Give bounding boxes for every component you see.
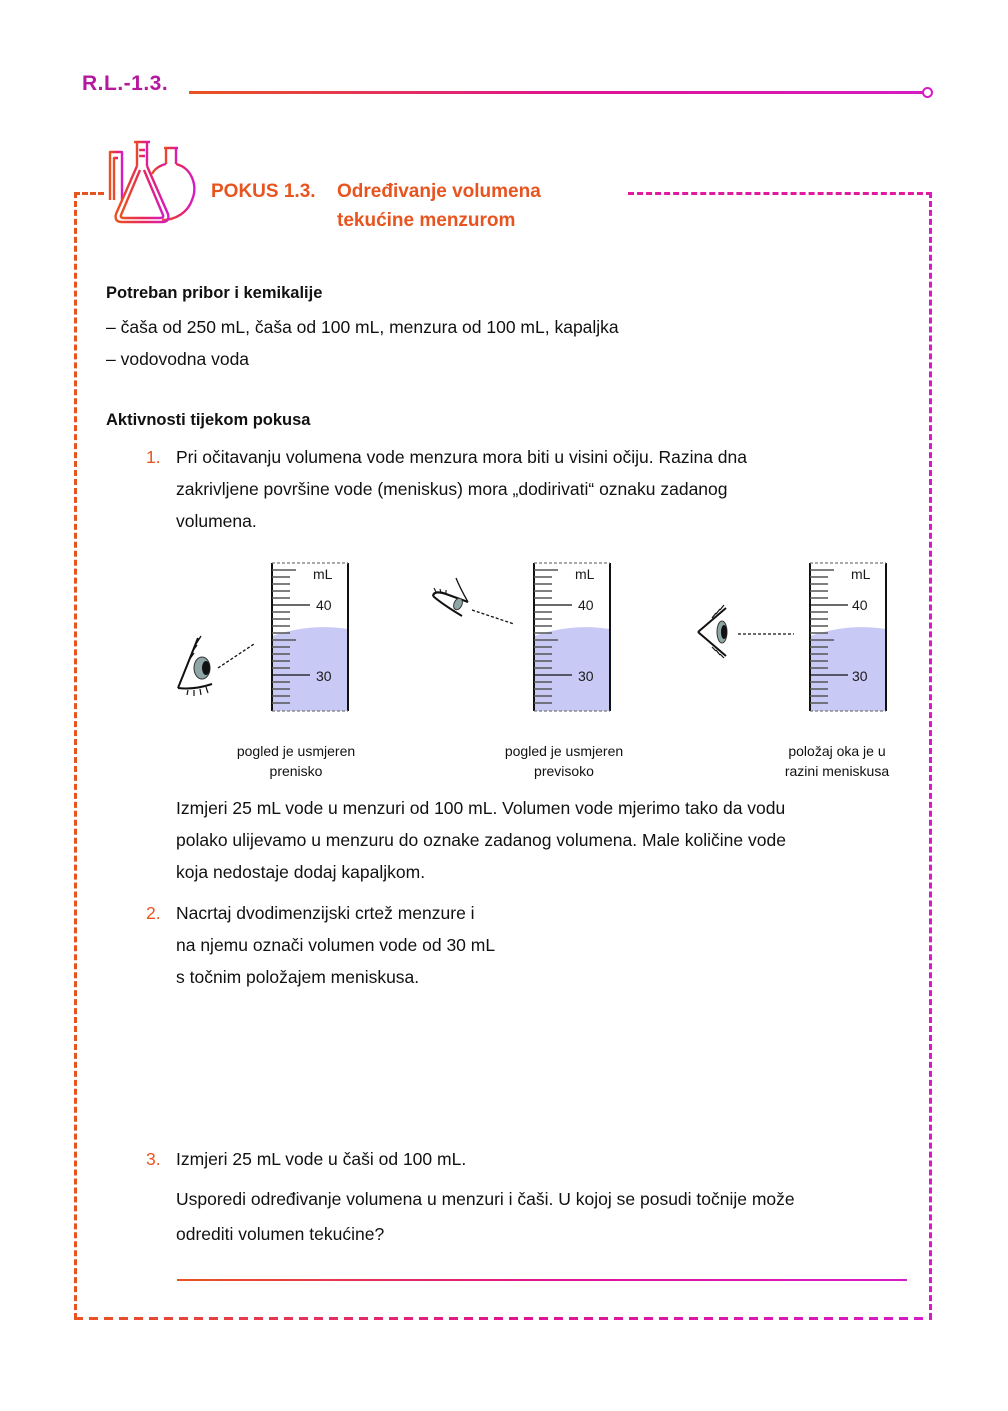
step-1-instruction: koja nedostaje dodaj kapaljkom. <box>176 862 426 882</box>
step-1-text: volumena. <box>176 511 257 531</box>
answer-line[interactable] <box>177 1279 907 1281</box>
eye-looking-down-icon <box>428 572 518 632</box>
caption-line: pogled je usmjeren <box>504 743 624 759</box>
header-rule <box>189 91 925 94</box>
step-1-text: zakrivljene površine vode (meniskus) mora „dodirivati“ oznaku zadanog <box>176 479 728 499</box>
unit-label: mL <box>313 566 333 582</box>
caption-line: pogled je usmjeren <box>236 743 356 759</box>
equipment-heading: Potreban pribor i kemikalije <box>106 284 323 302</box>
experiment-title-line-1: Određivanje volumena <box>337 181 541 202</box>
step-number: 1. <box>146 447 161 467</box>
step-1-instruction: Izmjeri 25 mL vode u menzuri od 100 mL. Volumen vode mjerimo tako da vodu <box>176 798 786 818</box>
page-code: R.L.-1.3. <box>82 72 169 95</box>
tick-label-40: 40 <box>316 597 332 613</box>
experiment-title-line-2: tekućine menzurom <box>337 210 516 231</box>
figure-caption-1 <box>196 741 396 781</box>
experiment-label: POKUS 1.3. <box>211 181 316 202</box>
figure-caption-3 <box>737 741 937 781</box>
figure-caption-2 <box>464 741 664 781</box>
caption-line: položaj oka je u <box>788 743 886 759</box>
step-3-question: odrediti volumen tekućine? <box>176 1224 385 1244</box>
step-2-text: s točnim položajem meniskusa. <box>176 967 420 987</box>
graduated-cylinder <box>270 561 350 713</box>
frame-border-left <box>74 192 77 1319</box>
step-number: 3. <box>146 1149 161 1169</box>
graduated-cylinder <box>808 561 888 713</box>
frame-border-top-right <box>628 192 932 195</box>
step-2-text: Nacrtaj dvodimenzijski crtež menzure i <box>176 903 475 923</box>
tick-label-30: 30 <box>578 668 594 684</box>
lab-flasks-icon <box>104 138 200 228</box>
caption-line: prenisko <box>269 763 323 779</box>
tick-label-40: 40 <box>852 597 868 613</box>
graduated-cylinder <box>532 561 612 713</box>
step-number: 2. <box>146 903 161 923</box>
eye-looking-up-icon <box>170 630 260 700</box>
caption-line: razini meniskusa <box>784 763 890 779</box>
unit-label: mL <box>851 566 871 582</box>
frame-border-bottom <box>74 1317 932 1320</box>
caption-line: previsoko <box>534 763 594 779</box>
activities-heading: Aktivnosti tijekom pokusa <box>106 411 311 429</box>
equipment-item: – vodovodna voda <box>106 349 250 369</box>
step-3-text: Izmjeri 25 mL vode u čaši od 100 mL. <box>176 1149 467 1169</box>
tick-label-40: 40 <box>578 597 594 613</box>
step-2-text: na njemu označi volumen vode od 30 mL <box>176 935 496 955</box>
tick-label-30: 30 <box>316 668 332 684</box>
header-rule-end-dot <box>922 87 933 98</box>
eye-level-icon <box>694 600 798 660</box>
step-1-text: Pri očitavanju volumena vode menzura mora biti u visini očiju. Razina dna <box>176 447 747 467</box>
tick-label-30: 30 <box>852 668 868 684</box>
equipment-item: – čaša od 250 mL, čaša od 100 mL, menzura od 100 mL, kapaljka <box>106 317 619 337</box>
step-1-instruction: polako ulijevamo u menzuru do oznake zadanog volumena. Male količine vode <box>176 830 786 850</box>
step-3-question: Usporedi određivanje volumena u menzuri i čaši. U kojoj se posudi točnije može <box>176 1189 795 1209</box>
frame-border-top-left <box>74 192 104 195</box>
unit-label: mL <box>575 566 595 582</box>
